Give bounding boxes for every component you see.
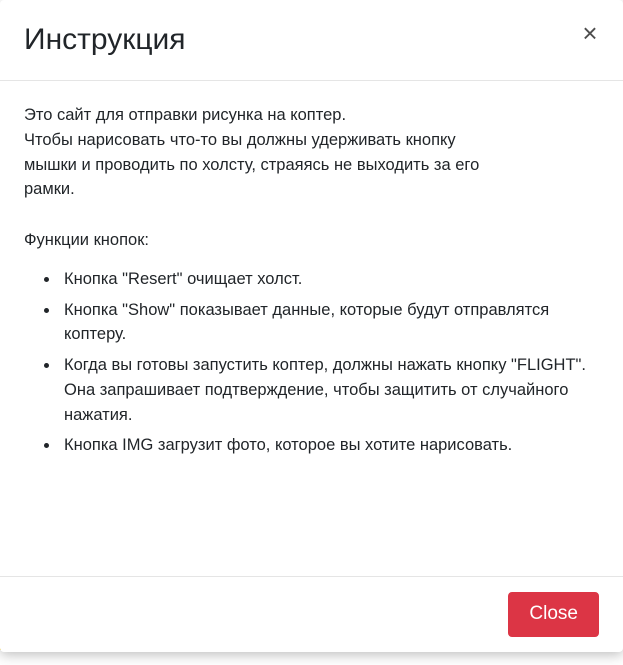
backdrop-bottom-text: [18, 651, 618, 665]
modal-body: [0, 81, 623, 576]
close-icon[interactable]: ×: [575, 18, 605, 48]
intro-line: Это сайт для отправки рисунка на коптер.: [24, 106, 347, 124]
list-item: • Когда вы готовы запустить коптер, должны нажать кнопку "FLIGHT". Она запрашивает подтверждение, чтобы защитить от случайного нажатия.: [60, 353, 599, 427]
list-item: • Кнопка IMG загрузит фото, которое вы хотите нарисовать.: [60, 433, 599, 458]
intro-line: мышки и проводить по холсту, страяясь не выходить за его: [24, 155, 480, 174]
modal-header: [0, 0, 623, 81]
list-item: • Кнопка "Resert" очищает холст.: [60, 267, 599, 292]
intro-line: Чтобы нарисовать что-то вы должны удерживать кнопку: [24, 130, 456, 149]
modal-footer: [0, 576, 623, 652]
list-item: • Кнопка "Show" показывает данные, которые будут отправлятся коптеру.: [60, 298, 599, 348]
functions-heading: Функции кнопок:: [24, 231, 150, 249]
page-title: Инструкция: [24, 23, 186, 56]
intro-paragraph: [24, 103, 599, 202]
intro-line: рамки.: [24, 180, 75, 199]
close-button[interactable]: Close: [508, 592, 599, 637]
functions-list: [24, 267, 599, 458]
